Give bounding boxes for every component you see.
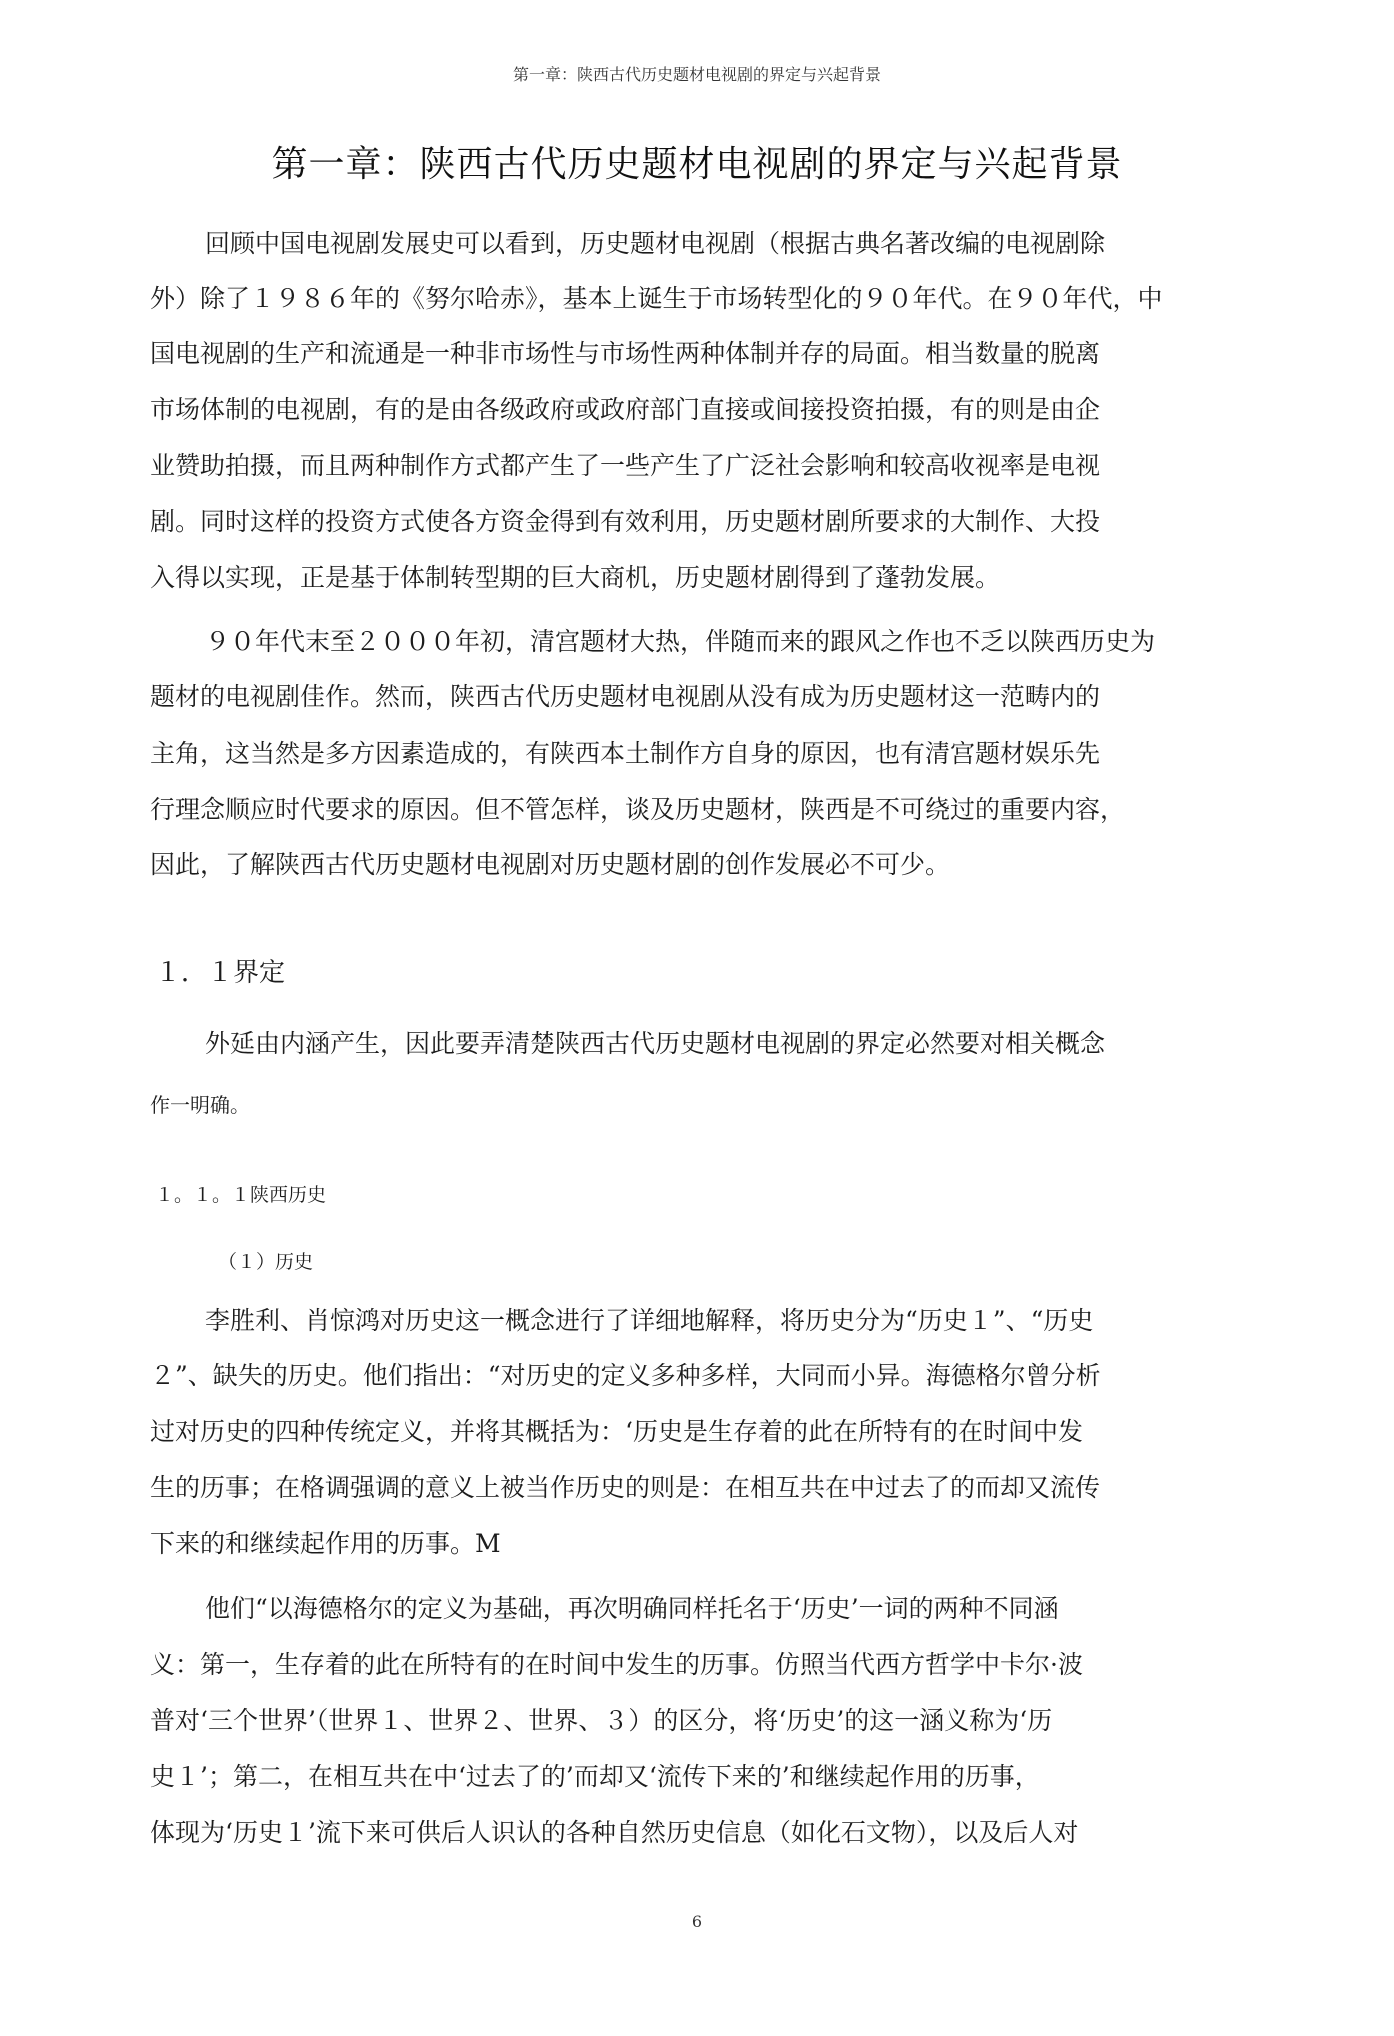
text-line: 剧。同时这样的投资方式使各方资金得到有效利用，历史题材剧所要求的大制作、大投: [150, 507, 1101, 536]
text-line: 过对历史的四种传统定义，并将其概括为：‘历史是生存着的此在所特有的在时间中发: [150, 1417, 1083, 1446]
text-line: 作一明确。: [150, 1093, 250, 1117]
text-line: 李胜利、肖惊鸿对历史这一概念进行了详细地解释，将历史分为“历史１”、“历史: [205, 1306, 1094, 1335]
text-line: 主角，这当然是多方因素造成的，有陕西本土制作方自身的原因，也有清宫题材娱乐先: [150, 739, 1101, 768]
text-line: ２”、缺失的历史。他们指出：“对历史的定义多种多样，大同而小异。海德格尔曾分析: [150, 1361, 1101, 1390]
text-line: 生的历事；在格调强调的意义上被当作历史的则是：在相互共在中过去了的而却又流传: [150, 1473, 1101, 1502]
text-line: 外延由内涵产生，因此要弄清楚陕西古代历史题材电视剧的界定必然要对相关概念: [205, 1029, 1106, 1058]
text-line: 他们“以海德格尔的定义为基础，再次明确同样托名于‘历史’一词的两种不同涵: [205, 1594, 1059, 1623]
section-heading-1-1-1: １。１。１陕西历史: [155, 1184, 327, 1206]
text-line: ９０年代末至２０００年初，清宫题材大热，伴随而来的跟风之作也不乏以陕西历史为: [205, 627, 1156, 656]
text-line: 体现为‘历史１’流下来可供后人识认的各种自然历史信息（如化石文物），以及后人对: [150, 1818, 1079, 1847]
text-line: 行理念顺应时代要求的原因。但不管怎样，谈及历史题材，陕西是不可绕过的重要内容，: [150, 795, 1126, 824]
chapter-title: 第一章：陕西古代历史题材电视剧的界定与兴起背景: [271, 144, 1123, 185]
section-heading-1-1: １．１界定: [155, 958, 286, 988]
text-line: 普对‘三个世界’（世界１、世界２、世界、３）的区分，将‘历史’的这一涵义称为‘历: [150, 1706, 1053, 1735]
text-line: 题材的电视剧佳作。然而，陕西古代历史题材电视剧从没有成为历史题材这一范畴内的: [150, 682, 1101, 711]
subsection-heading-history: （１）历史: [218, 1251, 314, 1273]
text-line: 国电视剧的生产和流通是一种非市场性与市场性两种体制并存的局面。相当数量的脱离: [150, 339, 1101, 368]
running-header: 第一章：陕西古代历史题材电视剧的界定与兴起背景: [512, 65, 881, 84]
text-line: 史１’；第二，在相互共在中‘过去了的’而却又‘流传下来的’和继续起作用的历事，: [150, 1762, 1040, 1791]
text-line: 因此，了解陕西古代历史题材电视剧对历史题材剧的创作发展必不可少。: [150, 850, 951, 879]
text-line: 回顾中国电视剧发展史可以看到，历史题材电视剧（根据古典名著改编的电视剧除: [205, 229, 1106, 258]
text-line: 市场体制的电视剧，有的是由各级政府或政府部门直接或间接投资拍摄，有的则是由企: [150, 395, 1101, 424]
page-number: 6: [691, 1912, 703, 1931]
text-line: 义：第一，生存着的此在所特有的在时间中发生的历事。仿照当代西方哲学中卡尔·波: [150, 1650, 1083, 1679]
text-line: 外）除了１９８６年的《努尔哈赤》，基本上诞生于市场转型化的９０年代。在９０年代，中: [150, 284, 1163, 313]
text-line: 业赞助拍摄，而且两种制作方式都产生了一些产生了广泛社会影响和较高收视率是电视: [150, 451, 1101, 480]
text-line: 下来的和继续起作用的历事。M: [150, 1529, 501, 1558]
text-line: 入得以实现，正是基于体制转型期的巨大商机，历史题材剧得到了蓬勃发展。: [150, 563, 1001, 592]
